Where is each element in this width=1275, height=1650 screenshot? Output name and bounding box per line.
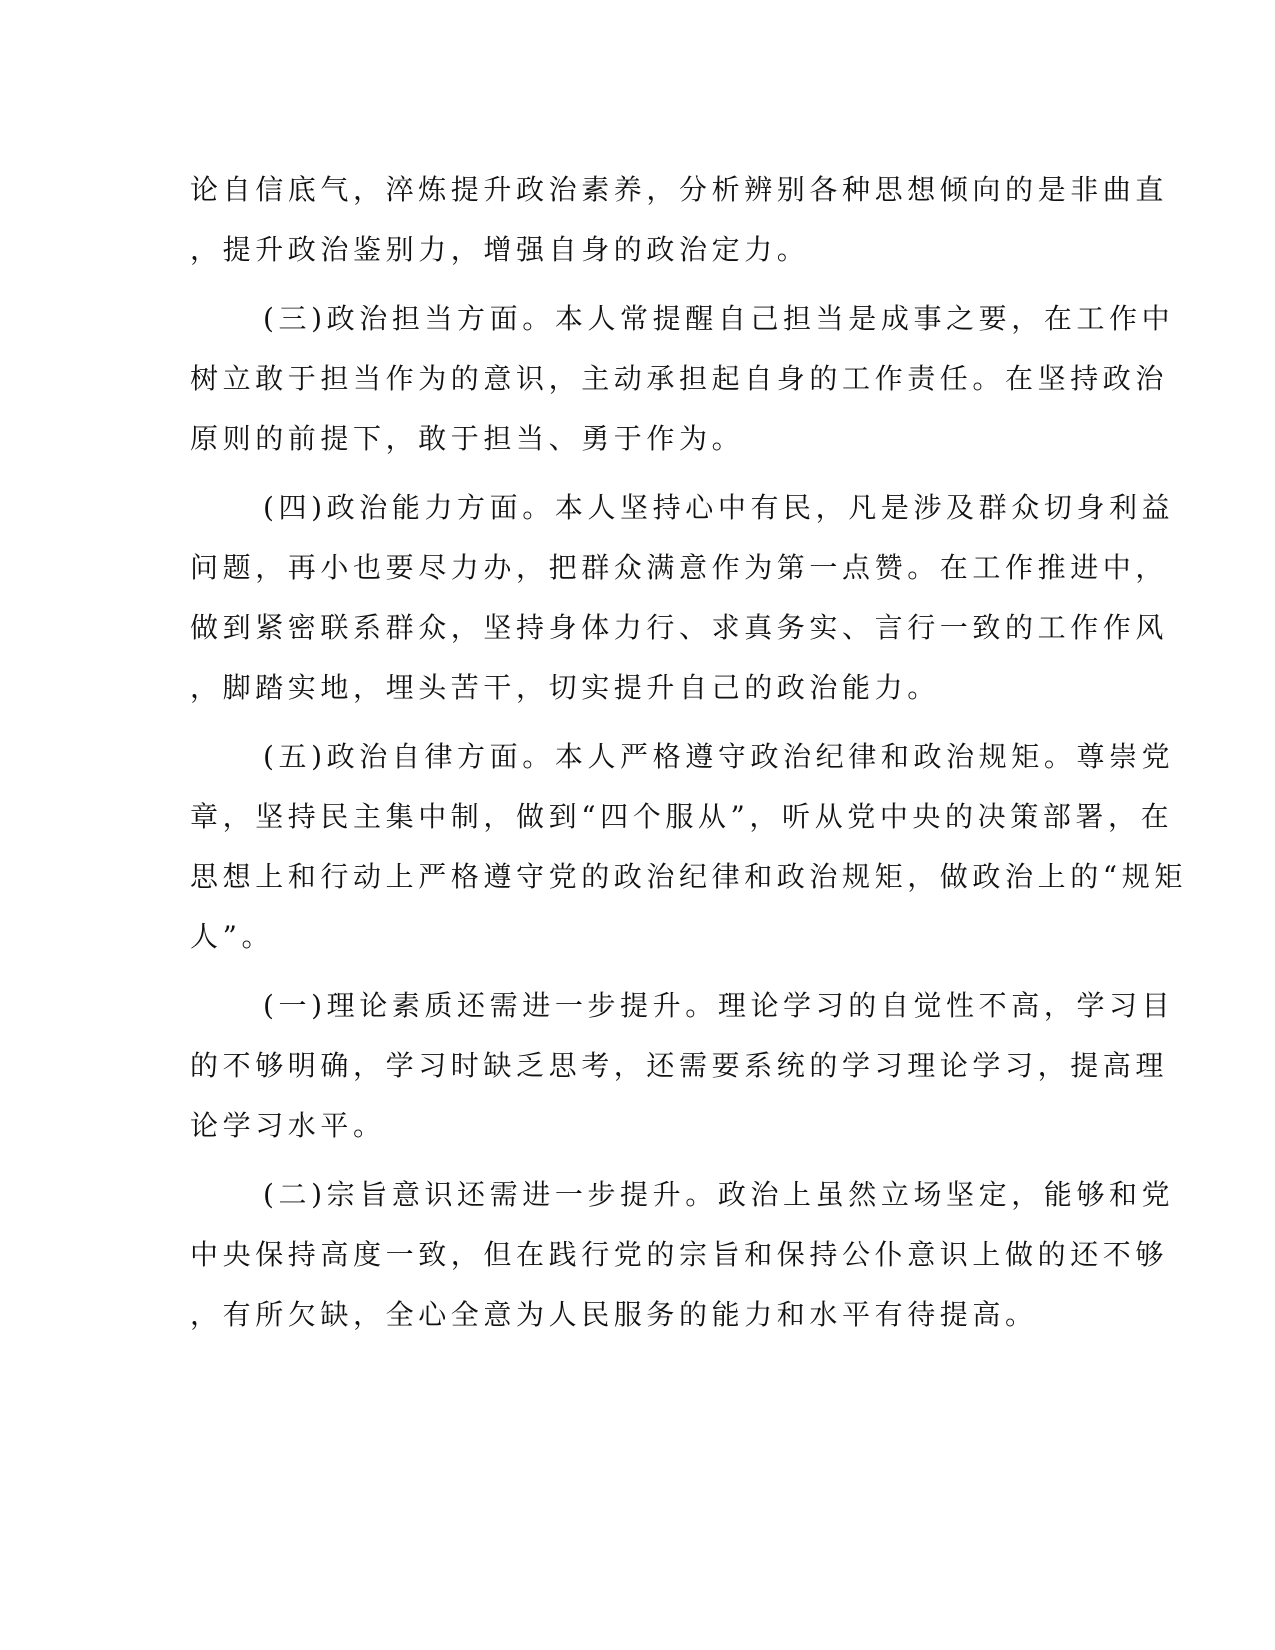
paragraph-line: (一)理论素质还需进一步提升。理论学习的自觉性不高，学习目 (263, 989, 1175, 1022)
paragraph-line: 人”。 (190, 920, 275, 953)
paragraph-line: (三)政治担当方面。本人常提醒自己担当是成事之要，在工作中 (263, 302, 1175, 335)
paragraph-line: (二)宗旨意识还需进一步提升。政治上虽然立场坚定，能够和党 (263, 1178, 1175, 1211)
paragraph-political-self-discipline (190, 727, 1187, 967)
paragraph-line: 树立敢于担当作为的意识，主动承担起自身的工作责任。在坚持政治 (190, 362, 1169, 395)
paragraph-line: ，提升政治鉴别力，增强自身的政治定力。 (190, 233, 810, 266)
paragraph-line: (五)政治自律方面。本人严格遵守政治纪律和政治规矩。尊崇党 (263, 740, 1175, 773)
document-body (190, 160, 1187, 1354)
paragraph-line: 的不够明确，学习时缺乏思考，还需要系统的学习理论学习，提高理 (190, 1049, 1169, 1082)
paragraph-political-ability (190, 478, 1175, 718)
paragraph-line: 论自信底气，淬炼提升政治素养，分析辨别各种思想倾向的是非曲直 (190, 173, 1169, 206)
paragraph-line: 做到紧密联系群众，坚持身体力行、求真务实、言行一致的工作作风 (190, 611, 1169, 644)
paragraph-line: 原则的前提下，敢于担当、勇于作为。 (190, 422, 745, 455)
paragraph-line: 论学习水平。 (190, 1109, 386, 1142)
paragraph-line: ，脚踏实地，埋头苦干，切实提升自己的政治能力。 (190, 671, 940, 704)
paragraph-line: 问题，再小也要尽力办，把群众满意作为第一点赞。在工作推进中， (190, 551, 1169, 584)
paragraph-theory-quality (190, 976, 1175, 1156)
paragraph-political-responsibility (190, 289, 1175, 469)
paragraph-line: ，有所欠缺，全心全意为人民服务的能力和水平有待提高。 (190, 1298, 1038, 1331)
paragraph-purpose-awareness (190, 1165, 1175, 1345)
paragraph-line: 章，坚持民主集中制，做到“四个服从”，听从党中央的决策部署，在 (190, 800, 1174, 833)
paragraph-line: 中央保持高度一致，但在践行党的宗旨和保持公仆意识上做的还不够 (190, 1238, 1169, 1271)
paragraph-line: (四)政治能力方面。本人坚持心中有民，凡是涉及群众切身利益 (263, 491, 1175, 524)
paragraph-continuation (190, 160, 1169, 280)
paragraph-line: 思想上和行动上严格遵守党的政治纪律和政治规矩，做政治上的“规矩 (190, 860, 1187, 893)
